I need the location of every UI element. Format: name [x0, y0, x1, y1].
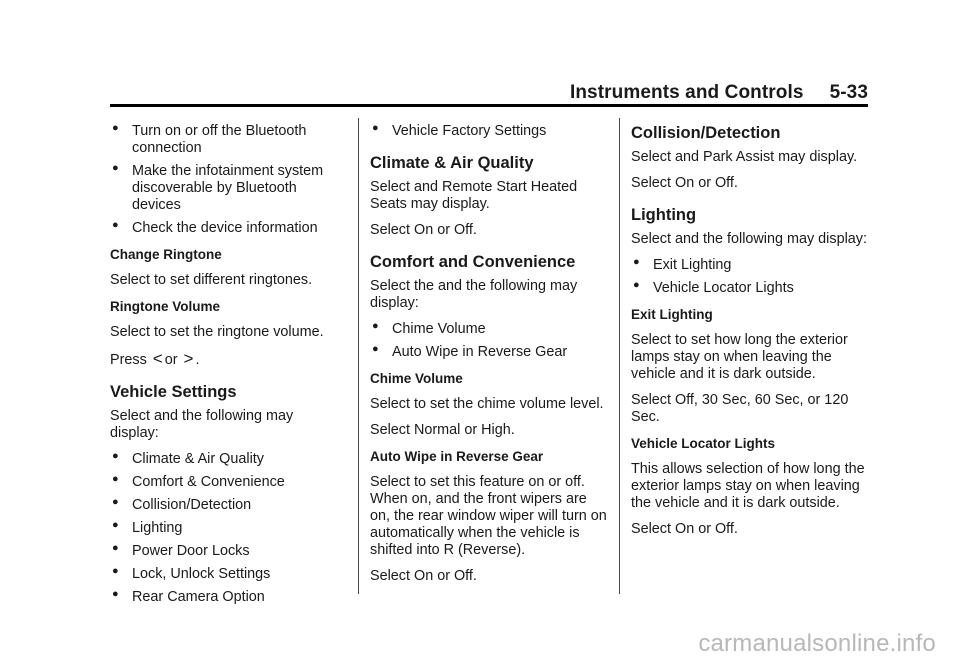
- paragraph: Select On or Off.: [631, 521, 738, 537]
- bullet-icon: ●: [372, 343, 379, 355]
- paragraph: Select Off, 30 Sec, 60 Sec, or 120 Sec.: [631, 392, 849, 425]
- list-item: ● Turn on or off the Bluetooth connection: [112, 122, 307, 156]
- paragraph: Select to set the ringtone volume.: [110, 324, 324, 340]
- paragraph: Select to set different ringtones.: [110, 272, 313, 288]
- heading-collision-detection: Collision/Detection: [631, 124, 781, 142]
- bullet-icon: ●: [633, 256, 640, 268]
- subheading-change-ringtone: Change Ringtone: [110, 247, 222, 262]
- bullet-icon: ●: [112, 496, 119, 508]
- list-item: ● Check the device information: [112, 219, 318, 236]
- paragraph: Select to set this feature on or off. When on, and the front wipers are on, the rear window wiper will turn on automatically when the vehicle is shifted into R (Reverse).: [370, 474, 607, 558]
- list-item: ● Collision/Detection: [112, 496, 252, 513]
- bullet-icon: ●: [372, 122, 379, 134]
- bullet-icon: ●: [112, 588, 119, 600]
- chevron-left-icon: <: [152, 349, 163, 368]
- paragraph: Select to set the chime volume level.: [370, 396, 604, 412]
- subheading-exit-lighting: Exit Lighting: [631, 307, 713, 322]
- column-divider: [619, 118, 620, 594]
- bullet-icon: ●: [112, 450, 119, 462]
- list-item: ● Make the infotainment system discoverable by Bluetooth devices: [112, 162, 324, 213]
- column-3: [631, 123, 871, 547]
- paragraph: Select On or Off.: [370, 222, 477, 238]
- paragraph: Select and Remote Start Heated Seats may display.: [370, 179, 578, 212]
- heading-comfort-convenience: Comfort and Convenience: [370, 253, 576, 271]
- press-instruction: Press < or > .: [110, 349, 200, 368]
- bullet-icon: ●: [633, 279, 640, 291]
- heading-vehicle-settings: Vehicle Settings: [110, 383, 237, 401]
- chevron-right-icon: >: [183, 349, 194, 368]
- bullet-icon: ●: [112, 473, 119, 485]
- header-rule: [110, 104, 868, 107]
- column-divider: [358, 118, 359, 594]
- paragraph: Select Normal or High.: [370, 422, 515, 438]
- list-item: ● Vehicle Locator Lights: [633, 279, 794, 296]
- bullet-icon: ●: [112, 519, 119, 531]
- page-number: 5-33: [829, 82, 868, 103]
- subheading-ringtone-volume: Ringtone Volume: [110, 299, 220, 314]
- bullet-icon: ●: [112, 162, 119, 174]
- bullet-icon: ●: [112, 542, 119, 554]
- paragraph: Select the and the following may display:: [370, 278, 578, 311]
- heading-climate-air-quality: Climate & Air Quality: [370, 154, 534, 172]
- bullet-icon: ●: [112, 219, 119, 231]
- list-item: ● Comfort & Convenience: [112, 473, 285, 490]
- column-2: [370, 123, 610, 594]
- page-header: [570, 82, 868, 104]
- list-item: ● Auto Wipe in Reverse Gear: [372, 343, 568, 360]
- watermark: carmanualsonline.info: [698, 630, 936, 657]
- column-1: [110, 123, 340, 612]
- list-item: ● Exit Lighting: [633, 256, 732, 273]
- paragraph: This allows selection of how long the exterior lamps stay on when leaving the vehicle and it is dark outside.: [631, 461, 865, 511]
- bullet-icon: ●: [112, 565, 119, 577]
- section-title: Instruments and Controls: [569, 82, 804, 103]
- list-item: ● Climate & Air Quality: [112, 450, 264, 467]
- paragraph: Select and Park Assist may display.: [631, 149, 858, 165]
- list-item: ● Rear Camera Option: [112, 588, 265, 605]
- paragraph: Select and the following may display:: [110, 408, 294, 441]
- subheading-auto-wipe: Auto Wipe in Reverse Gear: [370, 449, 544, 464]
- subheading-chime-volume: Chime Volume: [370, 371, 463, 386]
- paragraph: Select to set how long the exterior lamps stay on when leaving the vehicle and it is dark outside.: [631, 332, 848, 382]
- paragraph: Select and the following may display:: [631, 231, 867, 247]
- paragraph: Select On or Off.: [370, 568, 477, 584]
- list-item: ● Lighting: [112, 519, 183, 536]
- list-item: ● Lock, Unlock Settings: [112, 565, 271, 582]
- paragraph: Select On or Off.: [631, 175, 738, 191]
- subheading-vehicle-locator-lights: Vehicle Locator Lights: [631, 436, 776, 451]
- list-item: ● Chime Volume: [372, 320, 486, 337]
- heading-lighting: Lighting: [631, 206, 697, 224]
- bullet-icon: ●: [372, 320, 379, 332]
- list-item: ● Power Door Locks: [112, 542, 250, 559]
- bullet-icon: ●: [112, 122, 119, 134]
- list-item: ● Vehicle Factory Settings: [372, 122, 547, 139]
